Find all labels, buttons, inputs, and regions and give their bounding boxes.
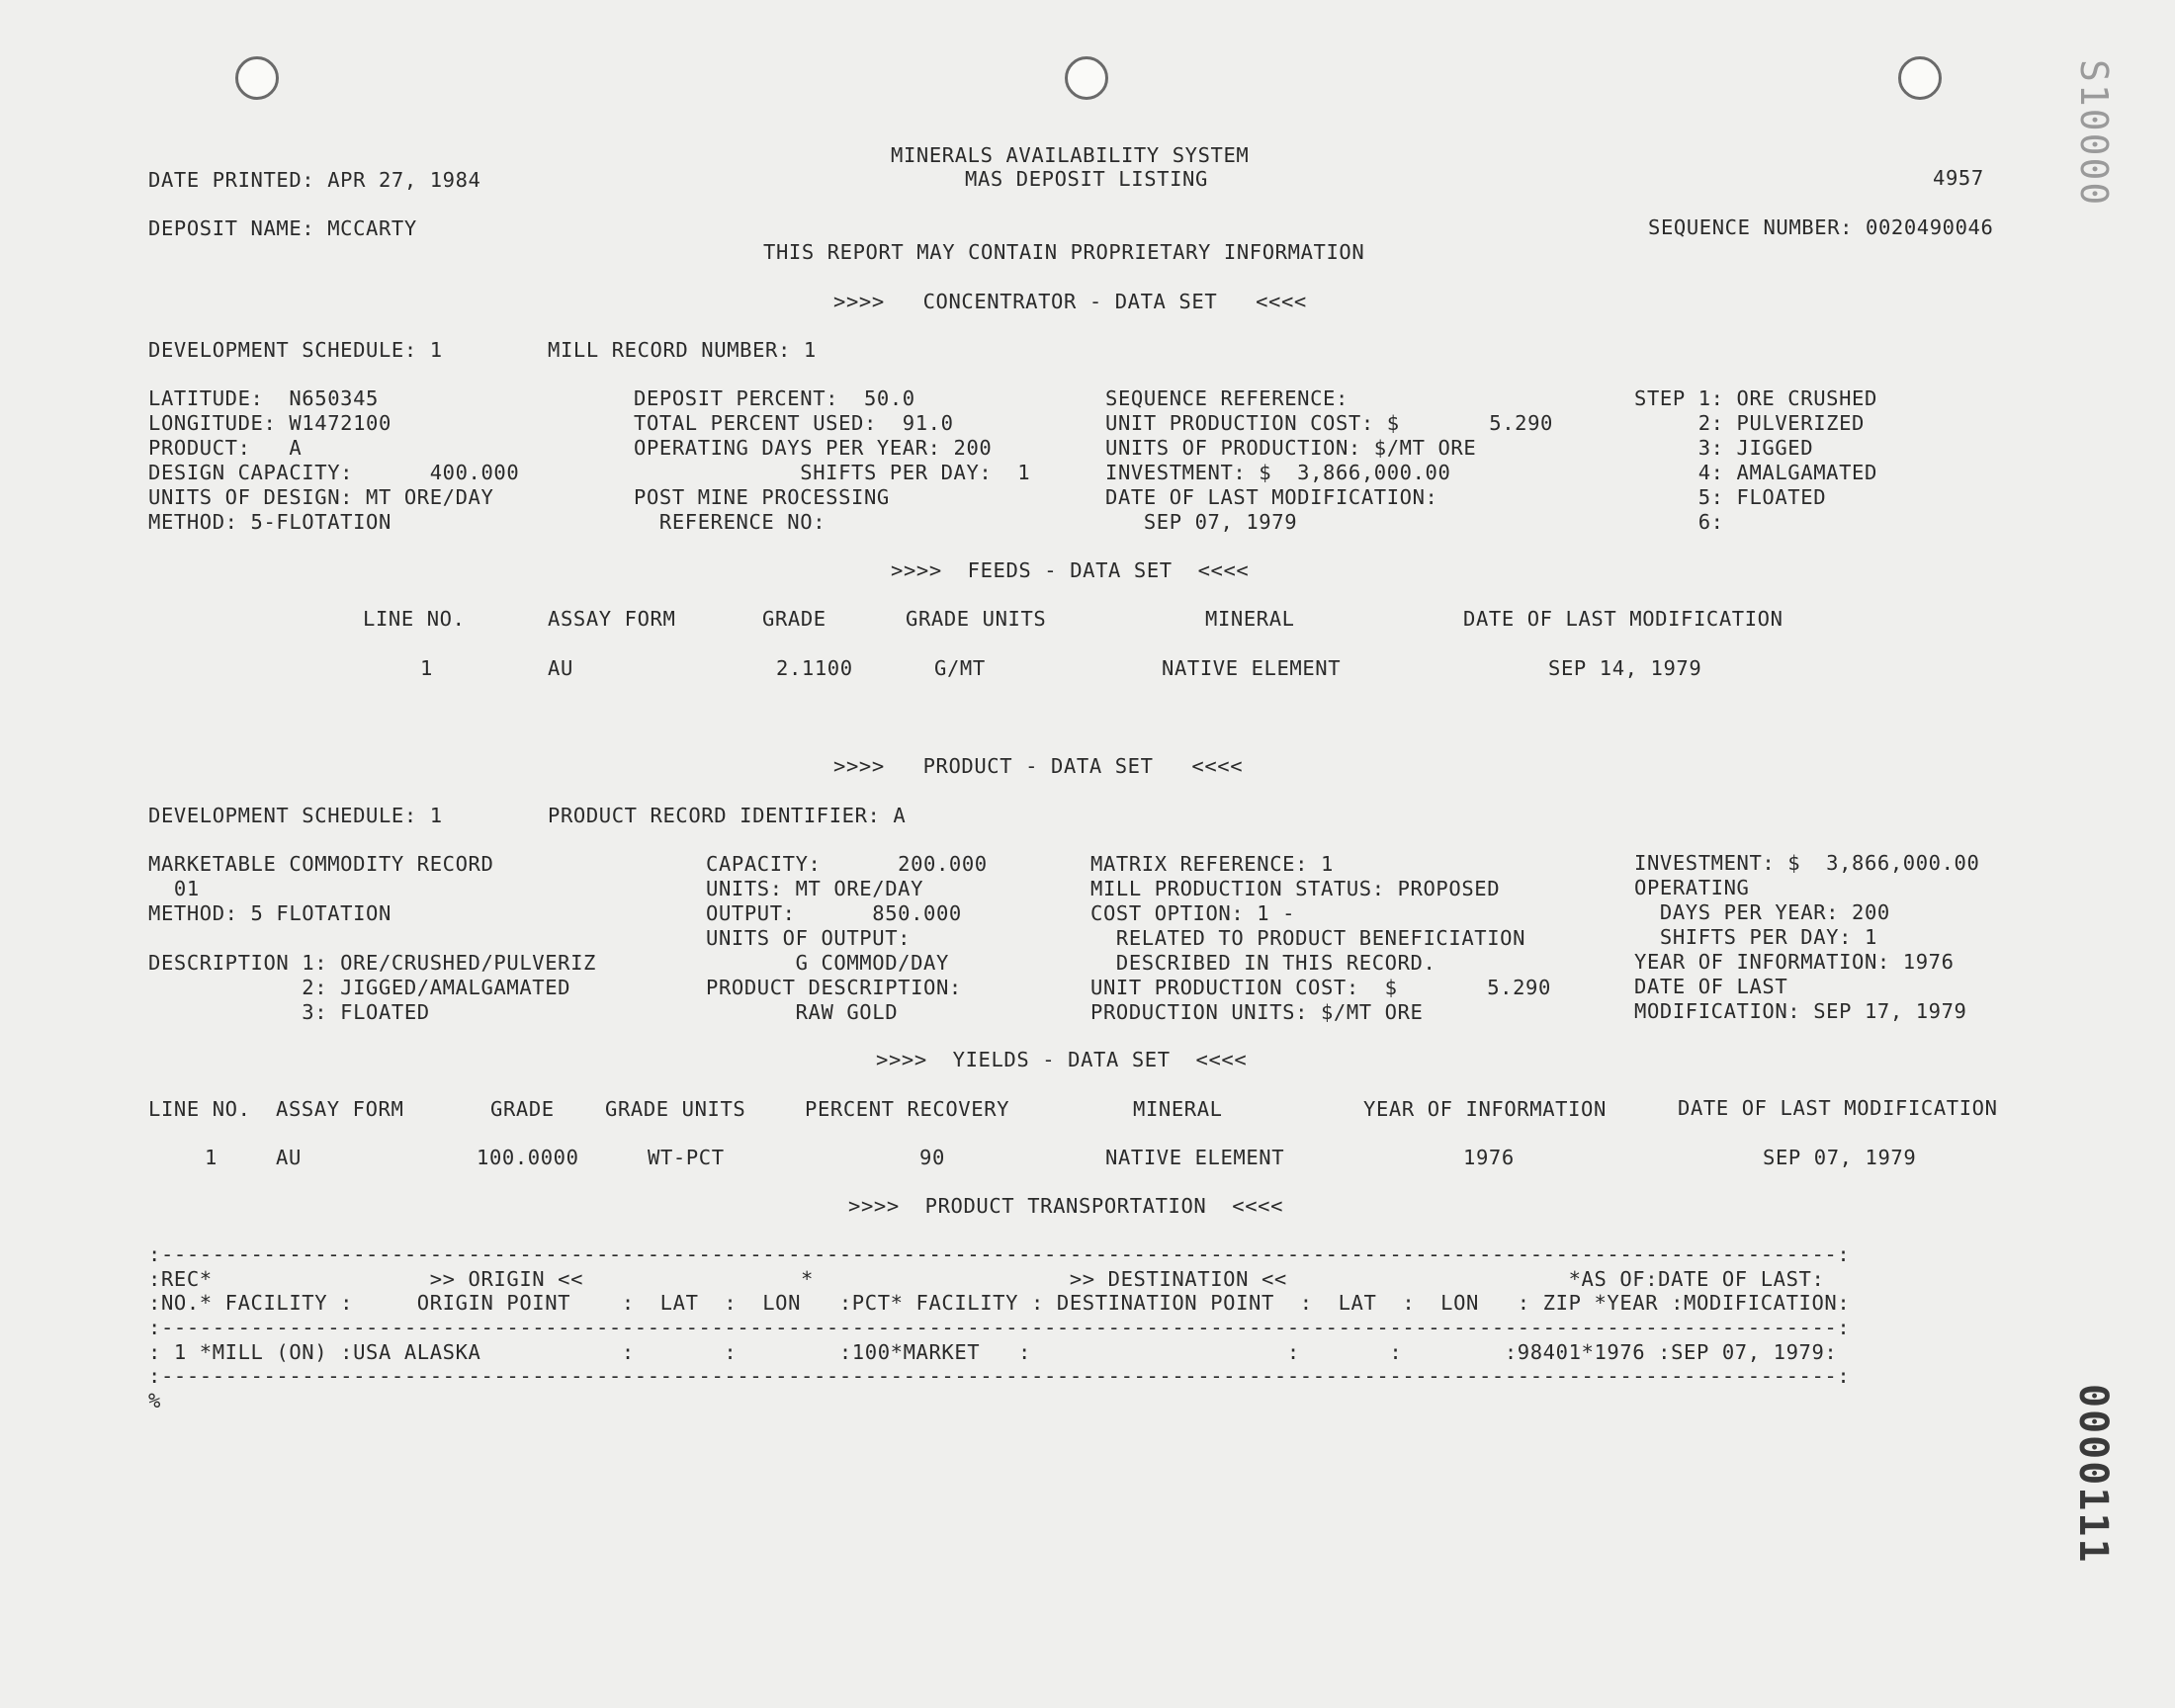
yields-col-year-info: YEAR OF INFORMATION	[1363, 1097, 1607, 1121]
product-dev-schedule: DEVELOPMENT SCHEDULE: 1	[148, 804, 443, 827]
feeds-cell-grade: 2.1100	[776, 656, 853, 680]
product-unit-cost-line: UNIT PRODUCTION COST: $ 5.290	[1090, 976, 1551, 999]
transport-rule-top: :-----------------------------------------------------------------------------------------------------------------------------------:	[148, 1242, 1851, 1266]
yields-cell-grade-units: WT-PCT	[648, 1146, 725, 1169]
capacity-line: CAPACITY: 200.000	[706, 852, 988, 876]
feeds-col-line-no: LINE NO.	[363, 607, 466, 631]
transport-rule-middle: :-----------------------------------------------------------------------------------------------------------------------------------:	[148, 1316, 1851, 1339]
described-line: DESCRIBED IN THIS RECORD.	[1090, 951, 1436, 975]
concentrator-heading: >>>> CONCENTRATOR - DATA SET <<<<	[833, 290, 1307, 313]
total-percent-line: TOTAL PERCENT USED: 91.0	[634, 411, 954, 435]
feeds-cell-grade-units: G/MT	[934, 656, 986, 680]
step-2: 2: PULVERIZED	[1634, 411, 1865, 435]
step-4: 4: AMALGAMATED	[1634, 461, 1877, 484]
shifts-line: SHIFTS PER DAY: 1	[634, 461, 1031, 484]
production-units-line: PRODUCTION UNITS: $/MT ORE	[1090, 1000, 1424, 1024]
yields-cell-year-info: 1976	[1463, 1146, 1515, 1169]
yields-col-assay-form: ASSAY FORM	[276, 1097, 404, 1121]
units-output-line: UNITS OF OUTPUT:	[706, 926, 912, 950]
mill-status-line: MILL PRODUCTION STATUS: PROPOSED	[1090, 877, 1501, 900]
date-last-line: DATE OF LAST	[1634, 975, 1788, 998]
yields-cell-last-mod: SEP 07, 1979	[1763, 1146, 1917, 1169]
product-line: PRODUCT: A	[148, 436, 303, 460]
feeds-col-grade: GRADE	[762, 607, 826, 631]
product-record-id: PRODUCT RECORD IDENTIFIER: A	[548, 804, 907, 827]
product-heading: >>>> PRODUCT - DATA SET <<<<	[833, 754, 1244, 778]
concentrator-mill-record: MILL RECORD NUMBER: 1	[548, 338, 817, 362]
shifts-per-day-line: SHIFTS PER DAY: 1	[1634, 925, 1877, 949]
yields-col-line-no: LINE NO.	[148, 1097, 251, 1121]
yields-heading: >>>> YIELDS - DATA SET <<<<	[876, 1048, 1248, 1071]
description-1-line: DESCRIPTION 1: ORE/CRUSHED/PULVERIZ	[148, 951, 596, 975]
method-line: METHOD: 5-FLOTATION	[148, 510, 392, 534]
lon-line: LONGITUDE: W1472100	[148, 411, 392, 435]
deposit-name: DEPOSIT NAME: MCCARTY	[148, 216, 417, 240]
reference-no-line: REFERENCE NO:	[634, 510, 826, 534]
yields-cell-line-no: 1	[205, 1146, 218, 1169]
feeds-col-last-mod: DATE OF LAST MODIFICATION	[1463, 607, 1784, 631]
listing-title: MAS DEPOSIT LISTING	[965, 167, 1208, 191]
output-line: OUTPUT: 850.000	[706, 901, 962, 925]
investment-line: INVESTMENT: $ 3,866,000.00	[1105, 461, 1451, 484]
feeds-cell-mineral: NATIVE ELEMENT	[1162, 656, 1342, 680]
units-line: UNITS: MT ORE/DAY	[706, 877, 924, 900]
feeds-cell-assay-form: AU	[548, 656, 573, 680]
step-5: 5: FLOATED	[1634, 485, 1827, 509]
commod-day-line: G COMMOD/DAY	[706, 951, 949, 975]
feeds-col-grade-units: GRADE UNITS	[906, 607, 1047, 631]
deposit-percent-line: DEPOSIT PERCENT: 50.0	[634, 386, 915, 410]
feeds-cell-line-no: 1	[420, 656, 433, 680]
yields-col-grade: GRADE	[490, 1097, 555, 1121]
feeds-heading: >>>> FEEDS - DATA SET <<<<	[891, 558, 1250, 582]
lat-line: LATITUDE: N650345	[148, 386, 379, 410]
modification-line: MODIFICATION: SEP 17, 1979	[1634, 999, 1967, 1023]
proprietary-notice: THIS REPORT MAY CONTAIN PROPRIETARY INFORMATION	[763, 240, 1365, 264]
operating-line: OPERATING	[1634, 876, 1750, 899]
operating-days-line: OPERATING DAYS PER YEAR: 200	[634, 436, 993, 460]
yields-col-grade-units: GRADE UNITS	[605, 1097, 746, 1121]
yields-col-last-mod: DATE OF LAST MODIFICATION	[1678, 1096, 1998, 1120]
yields-cell-assay-form: AU	[276, 1146, 302, 1169]
description-3-line: 3: FLOATED	[148, 1000, 430, 1024]
seq-reference-line: SEQUENCE REFERENCE:	[1105, 386, 1348, 410]
units-production-line: UNITS OF PRODUCTION: $/MT ORE	[1105, 436, 1477, 460]
product-description-line: PRODUCT DESCRIPTION:	[706, 976, 962, 999]
transport-header-2: :NO.* FACILITY : ORIGIN POINT : LAT : LON :PCT* FACILITY : DESTINATION POINT : LAT : LON : ZIP *YEAR :MODIFICATION:	[148, 1291, 1851, 1315]
cost-option-line: COST OPTION: 1 -	[1090, 901, 1296, 925]
unit-cost-line: UNIT PRODUCTION COST: $ 5.290	[1105, 411, 1553, 435]
last-mod-label-line: DATE OF LAST MODIFICATION:	[1105, 485, 1438, 509]
page-number: 4957	[1933, 166, 1984, 190]
marketable-commodity-line: MARKETABLE COMMODITY RECORD	[148, 852, 494, 876]
step-6: 6:	[1634, 510, 1724, 534]
transport-header-1: :REC* >> ORIGIN << * >> DESTINATION << *AS OF:DATE OF LAST:	[148, 1267, 1825, 1291]
matrix-reference-line: MATRIX REFERENCE: 1	[1090, 852, 1334, 876]
design-capacity-line: DESIGN CAPACITY: 400.000	[148, 461, 520, 484]
transport-heading: >>>> PRODUCT TRANSPORTATION <<<<	[848, 1194, 1284, 1218]
last-mod-date-line: SEP 07, 1979	[1105, 510, 1298, 534]
related-line: RELATED TO PRODUCT BENEFICIATION	[1090, 926, 1526, 950]
sequence-number: SEQUENCE NUMBER: 0020490046	[1648, 215, 1994, 239]
year-information-line: YEAR OF INFORMATION: 1976	[1634, 950, 1955, 974]
step-3: 3: JIGGED	[1634, 436, 1814, 460]
commodity-code-line: 01	[148, 877, 200, 900]
punch-hole-right	[1898, 56, 1942, 100]
feeds-col-assay-form: ASSAY FORM	[548, 607, 676, 631]
description-2-line: 2: JIGGED/AMALGAMATED	[148, 976, 571, 999]
product-method-line: METHOD: 5 FLOTATION	[148, 901, 392, 925]
raw-gold-line: RAW GOLD	[706, 1000, 899, 1024]
product-investment-line: INVESTMENT: $ 3,866,000.00	[1634, 851, 1980, 875]
transport-row-1: : 1 *MILL (ON) :USA ALASKA : : :100*MARKET : : : :98401*1976 :SEP 07, 1979:	[148, 1340, 1838, 1364]
punch-hole-left	[235, 56, 279, 100]
transport-footer-mark: %	[148, 1389, 161, 1412]
punch-hole-center	[1065, 56, 1108, 100]
transport-rule-bottom: :-----------------------------------------------------------------------------------------------------------------------------------:	[148, 1364, 1851, 1388]
stamp-bottom-right: 0000111	[2070, 1384, 2116, 1565]
yields-cell-mineral: NATIVE ELEMENT	[1105, 1146, 1285, 1169]
step-1: STEP 1: ORE CRUSHED	[1634, 386, 1877, 410]
yields-col-mineral: MINERAL	[1133, 1097, 1223, 1121]
post-mine-line: POST MINE PROCESSING	[634, 485, 890, 509]
concentrator-dev-schedule: DEVELOPMENT SCHEDULE: 1	[148, 338, 443, 362]
yields-cell-percent-recovery: 90	[919, 1146, 945, 1169]
feeds-col-mineral: MINERAL	[1205, 607, 1295, 631]
date-printed: DATE PRINTED: APR 27, 1984	[148, 168, 481, 192]
days-per-year-line: DAYS PER YEAR: 200	[1634, 900, 1890, 924]
system-title: MINERALS AVAILABILITY SYSTEM	[891, 143, 1250, 167]
units-design-line: UNITS OF DESIGN: MT ORE/DAY	[148, 485, 494, 509]
stamp-top-right: S10000	[2072, 59, 2116, 208]
feeds-cell-last-mod: SEP 14, 1979	[1548, 656, 1702, 680]
yields-col-percent-recovery: PERCENT RECOVERY	[805, 1097, 1010, 1121]
yields-cell-grade: 100.0000	[477, 1146, 579, 1169]
